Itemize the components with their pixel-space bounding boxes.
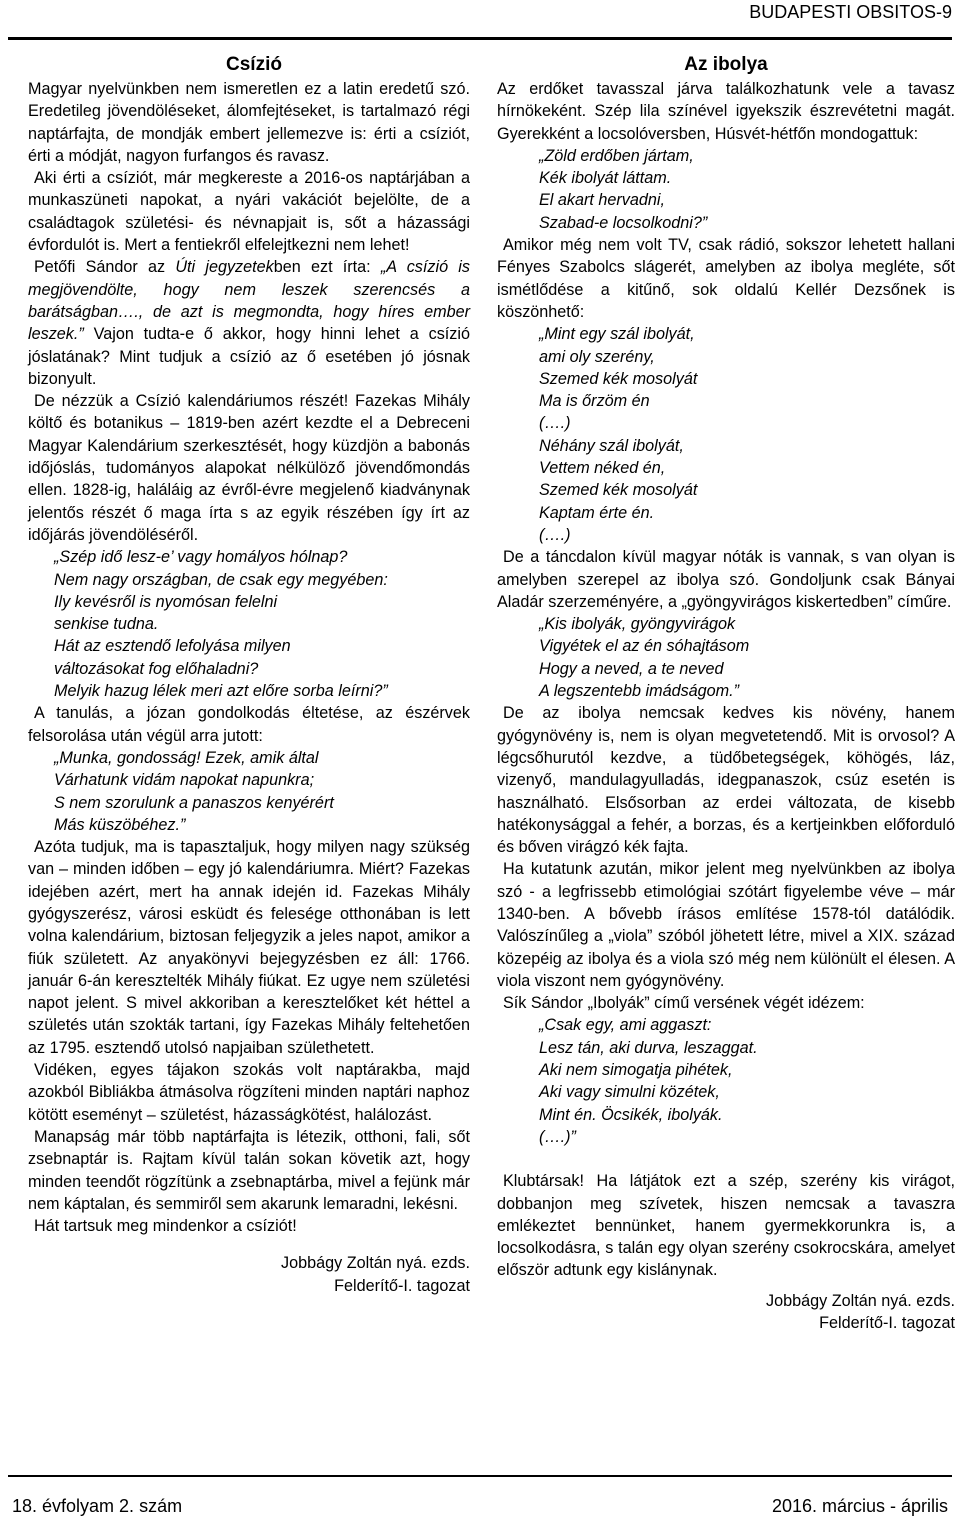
poem-line: Néhány szál ibolyát, — [539, 436, 684, 455]
header-rule — [8, 37, 952, 40]
paragraph: Klubtársak! Ha látjátok ezt a szép, szerény kis virágot, dobbanjon meg szívetek, hiszen nemcsak a tavaszra emlékeztet bennünket, hanem gyermekkorunkra is, a locsolkodásra, s talán egy olyan szerény csokrocskára, amelyet először adtunk egy kislánynak. — [497, 1172, 955, 1280]
poem-line: (….) — [539, 525, 571, 544]
poem-line: Nem nagy országban, de csak egy megyében: — [54, 570, 388, 589]
poem-line: (….)” — [539, 1127, 576, 1146]
poem-line: A legszentebb imádságom.” — [539, 682, 740, 701]
poem-line: senkise tudna. — [54, 615, 159, 634]
signature-unit: Felderítő-I. tagozat — [334, 1276, 470, 1295]
poem-line: Kaptam érte én. — [539, 503, 655, 522]
poem-line: Kék ibolyát láttam. — [539, 169, 672, 188]
poem-line: Lesz tán, aki durva, leszaggat. — [539, 1038, 758, 1057]
poem-line: El akart hervadni, — [539, 191, 665, 210]
poem — [497, 145, 955, 234]
paragraph: A tanulás, a józan gondolkodás éltetése, az észérvek felsorolása után végül arra jutott: — [28, 704, 470, 745]
signature-unit: Felderítő-I. tagozat — [819, 1314, 955, 1333]
poem-line: Más küszöbéhez.” — [54, 815, 186, 834]
poem-line: Mint én. Öcsikék, ibolyák. — [539, 1105, 723, 1124]
paragraph: Amikor még nem volt TV, csak rádió, sokszor lehetett hallani Fényes Szabolcs slágerét, amelyben az ibolya megléte, sőt ismétlődése a kitűnő, sok oldalú Kellér Dezsőnek is köszönhető: — [497, 236, 955, 321]
signature — [497, 1290, 955, 1335]
text-run: Vajon tudta-e ő akkor, hogy hinni lehet a csízió jóslatának? Mint tudjuk a csízió az ő esetében jó jósnak bizonyult. — [28, 325, 470, 388]
poem-line: (….) — [539, 414, 571, 433]
poem — [497, 323, 955, 546]
paragraph: Aki érti a csíziót, már megkereste a 2016-os naptárjában a munkaszüneti napokat, a nyári vakációt bejelölte, de a családtagok születési- és névnapjait is, sőt a házassági évfordulót is. Mert a fentiekről elfelejtkezni nem lehet! — [28, 169, 470, 255]
poem-line: S nem szorulunk a panaszos kenyérért — [54, 793, 334, 812]
poem — [497, 613, 955, 702]
poem-line: Aki vagy simulni közétek, — [539, 1083, 720, 1102]
paragraph: Magyar nyelvünkben nem ismeretlen ez a latin eredetű szó. Eredetileg jövendöléseket, álomfejtéseket, is tartalmazó régi naptárfajta, de mondják embert jellemezve is: érti a csíziót, érti a módját, nagyon furfangos és ravasz. — [28, 80, 470, 165]
signature-name: Jobbágy Zoltán nyá. ezds. — [766, 1291, 955, 1310]
running-header: BUDAPESTI OBSITOS-9 — [749, 2, 952, 22]
paragraph: De az ibolya nemcsak kedves kis növény, hanem gyógynövény is, nem is olyan megvetetendő. Mit is orvosol? A légcsőhurutól kezdve, a tüdőbetegségek, köhögés, láz, vizenyő, mandulagyulladás, idegpanaszok, csúz esetén is használható. Elsősorban az erdei változata, de kisebb hatékonysággal a fehér, a borzas, és a kertjeinkben előforduló és bőven virágzó kék fajta. — [497, 704, 955, 857]
signature — [28, 1252, 470, 1297]
poem-line: Várhatunk vidám napokat napunkra; — [54, 771, 315, 790]
paragraph: Sík Sándor „Ibolyák” című versének végét idézem: — [503, 994, 865, 1013]
paragraph — [28, 256, 470, 390]
text-run: ben ezt írta: — [273, 258, 381, 277]
paragraph: Vidéken, egyes tájakon szokás volt naptárakba, majd azokból Bibliákba átmásolva rögzíteni minden naptári naphoz kötött eseményt – születést, házasságkötést, halálozást. — [28, 1061, 470, 1124]
poem-line: „Kis ibolyák, gyöngyvirágok — [539, 615, 736, 634]
footer-date: 2016. március - április — [771, 1496, 948, 1516]
paragraph: Azóta tudjuk, ma is tapasztaljuk, hogy milyen nagy szükség van – minden időben – egy jó kalendáriumra. Miért? Fazekas idejében azért, mert ha annak idején id. Fazekas Mihály gyógyszerész, városi esküdt és felesége otthonában is lett volna kalendárium, biztosan feljegyzik a jeles napot, amikor a fiúk született. Az anyakönyvi bejegyzésben ez áll: 1766. január 6-án keresztelték Mihály fiúkat. Ez ugye nem születési napot jelent. S mivel akkoriban a keresztelőket két héttel a születés után szokták tartani, így Fazekas Mihály feltehetően az 1795. esztendő utolsó napjaiban születhetett. — [28, 838, 470, 1057]
article-ibolya — [497, 52, 955, 1334]
poem-line: Ma is őrzöm én — [539, 392, 650, 411]
footer-issue: 18. évfolyam 2. szám — [12, 1496, 183, 1516]
paragraph: De a táncdalon kívül magyar nóták is vannak, s van olyan is amelyben szerepel az ibolya szó. Gondoljunk csak Bányai Aladár szerzeményére, a „gyöngyvirágos kiskertedben” címűre. — [497, 548, 955, 611]
poem-line: „Mint egy szál ibolyát, — [539, 325, 695, 344]
poem-line: Aki nem simogatja pihétek, — [539, 1061, 733, 1080]
poem-line: változásokat fog előhaladni? — [54, 659, 259, 678]
poem-line: „Zöld erdőben jártam, — [539, 146, 694, 165]
poem-line: Vettem néked én, — [539, 459, 666, 478]
poem-line: Szemed kék mosolyát — [539, 481, 698, 500]
spacer — [497, 1148, 955, 1170]
paragraph: Ha kutatunk azután, mikor jelent meg nyelvünkben az ibolya szó - a legfrissebb etimológiai szótárt figyelembe véve – már 1340-ben. A bővebb írásos említése 1578-tól datálódik. Valószínűleg a „viola” szóból jöhetett létre, mivel a XIX. század közepéig az ibolya és a viola szó még nem különült el élesen. A viola viszont nem gyógynövény. — [497, 860, 955, 990]
footer-rule — [8, 1475, 952, 1477]
poem-line: Hogy a neved, a te neved — [539, 659, 724, 678]
article-title: Csízió — [226, 54, 282, 75]
quote: „A csízió is megjövendölte, hogy nem leszek szerencsés a barátságban…., de azt is megmondta, hogy híres ember leszek.” — [28, 258, 470, 344]
poem — [28, 747, 470, 836]
poem-line: „Csak egy, ami aggaszt: — [539, 1016, 712, 1035]
paragraph: Manapság már több naptárfajta is létezik, otthoni, fali, sőt zsebnaptár is. Rajtam kívül talán sokan követik azt, hogy minden teendőt rögzítünk a zsebnaptárba, mivel a fejünk már nem káptalan, és semmiről sem akarunk lemaradni, lekésni. — [28, 1127, 470, 1213]
poem — [28, 546, 470, 702]
poem-line: „Szép idő lesz-e’ vagy homályos hólnap? — [54, 548, 348, 567]
signature-name: Jobbágy Zoltán nyá. ezds. — [281, 1254, 470, 1273]
poem-line: „Munka, gondosság! Ezek, amik által — [54, 748, 319, 767]
poem — [497, 1014, 955, 1148]
paragraph: Az erdőket tavasszal járva találkozhatunk vele a tavasz hírnökeként. Szép lila színével igyekszik észrevétetni magát. Gyerekként a locsolóversben, Húsvét-hétfőn mondogattuk: — [497, 80, 955, 143]
article-csizio — [28, 52, 470, 1297]
poem-line: Ily kevésről is nyomósan felelni — [54, 592, 278, 611]
poem-line: Szemed kék mosolyát — [539, 369, 698, 388]
book-title: Úti jegyzetek — [175, 258, 274, 277]
poem-line: Szabad-e locsolkodni?” — [539, 213, 708, 232]
poem-line: Vigyétek el az én sóhajtásom — [539, 637, 750, 656]
paragraph: Hát tartsuk meg mindenkor a csíziót! — [34, 1217, 297, 1236]
paragraph: De nézzük a Csízió kalendáriumos részét! Fazekas Mihály költő és botanikus – 1819-ben azért kezdte el a Debreceni Magyar Kalendárium szerkesztését, hogy küzdjön a babonás időjóslás, tudományos alapokat nélkülöző jövendőmondás ellen. 1828-ig, haláláig az évről-évre megjelenő kiadványnak jelentős részét ő maga írta s az egyik részében így írt az időjárás jövendöléséről. — [28, 392, 470, 544]
text-run: Petőfi Sándor az — [34, 258, 176, 277]
article-title: Az ibolya — [684, 54, 768, 75]
poem-line: Hát az esztendő lefolyása milyen — [54, 637, 291, 656]
poem-line: Melyik hazug lélek meri azt előre sorba leírni?” — [54, 682, 388, 701]
poem-line: ami oly szerény, — [539, 347, 655, 366]
